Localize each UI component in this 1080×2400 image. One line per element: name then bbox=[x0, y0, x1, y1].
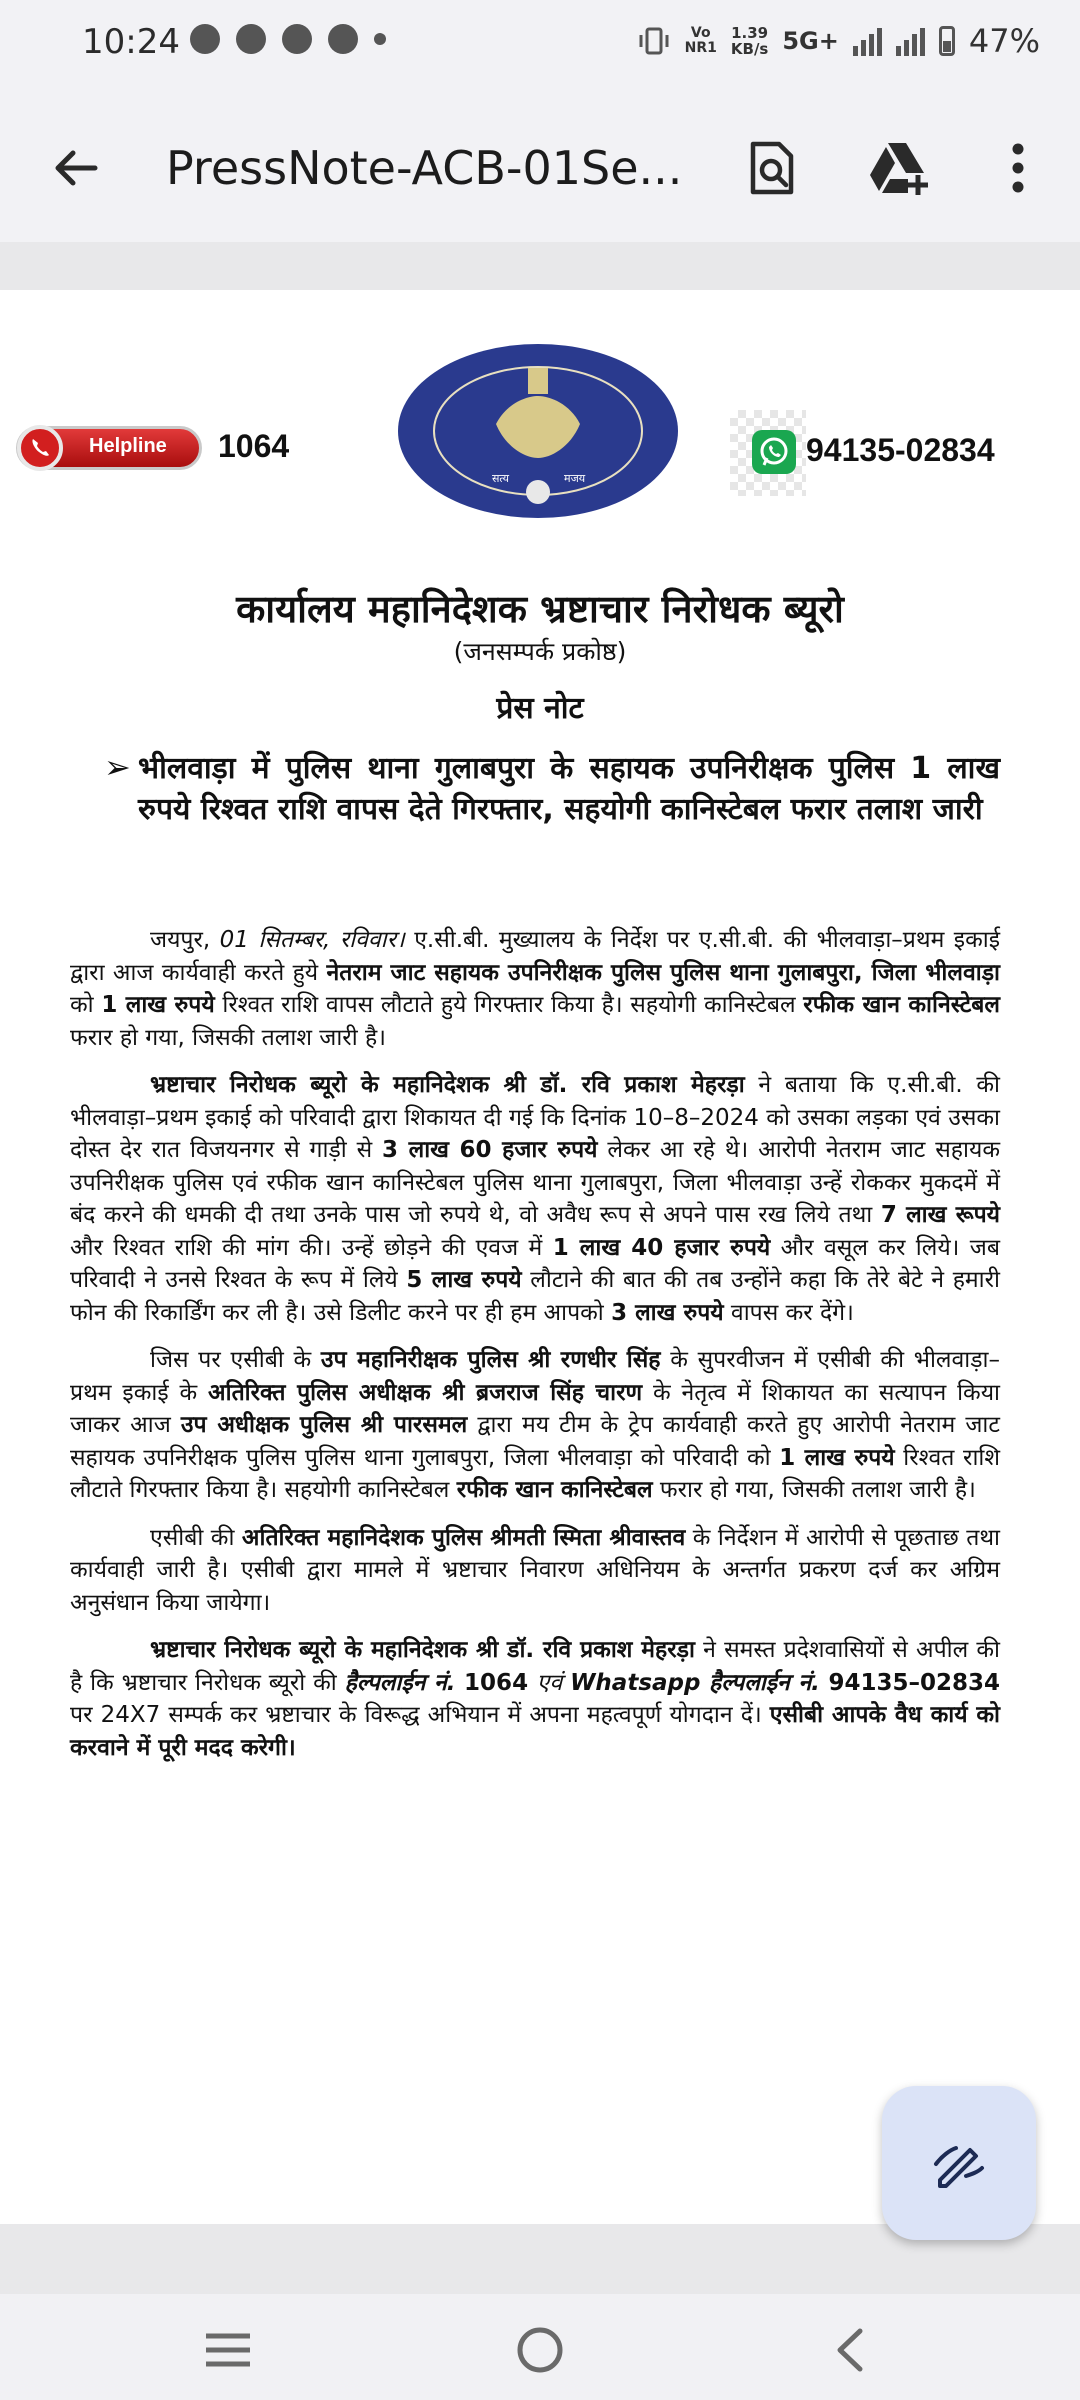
status-time: 10:24 bbox=[82, 22, 180, 62]
text: जिस पर एसीबी के bbox=[150, 1347, 321, 1373]
recents-button[interactable] bbox=[192, 2314, 264, 2386]
notification-icons bbox=[190, 24, 386, 54]
recents-icon bbox=[202, 2330, 254, 2370]
helpline-number: 1064 bbox=[218, 428, 290, 464]
notification-app-icon bbox=[236, 24, 266, 54]
status-right bbox=[637, 22, 1040, 60]
text: एसीबी की bbox=[150, 1524, 242, 1551]
status-bar bbox=[0, 0, 1080, 92]
text: ने समस्त प्रदेशवासियों से अपील की है कि भ्रष्टाचार निरोधक ब्यूरो की bbox=[70, 1637, 1000, 1696]
battery-percent: 47% bbox=[968, 22, 1040, 60]
paragraph-1 bbox=[70, 924, 1000, 1054]
text-bold: अतिरिक्त पुलिस अधीक्षक श्री ब्रजराज सिंह चारण bbox=[208, 1379, 643, 1406]
whatsapp-icon bbox=[752, 430, 796, 474]
paragraph-5 bbox=[70, 1634, 1000, 1764]
text-bold: अतिरिक्त महानिदेशक पुलिस श्रीमती स्मिता श्रीवास्तव bbox=[241, 1524, 686, 1551]
home-icon bbox=[515, 2325, 565, 2375]
text: फरार हो गया, जिसकी तलाश जारी है। bbox=[70, 1024, 386, 1051]
text-bold: एसीबी आपके वैध कार्य को करवाने में पूरी मदद करेगी। bbox=[70, 1702, 1000, 1761]
text-bold: भ्रष्टाचार निरोधक ब्यूरो के महानिदेशक श्री डॉ. रवि प्रकाश मेहरड़ा bbox=[150, 1637, 695, 1663]
drive-add-icon bbox=[868, 139, 932, 197]
press-note-body bbox=[70, 924, 1000, 1779]
text: के सुपरवीजन में एसीबी की भीलवाड़ा–प्रथम इकाई के bbox=[70, 1347, 1000, 1406]
headline: भीलवाड़ा में पुलिस थाना गुलाबपुरा के सहायक उपनिरीक्षक पुलिस 1 लाख रुपये रिश्वत राशि वापस देते गिरफ्तार, सहयोगी कानिस्टेबल फरार तलाश जारी bbox=[138, 751, 1000, 827]
text-bold-italic: हैल्पलाईन नं. bbox=[344, 1669, 456, 1696]
text-bold: 1 लाख 40 हजार रुपये bbox=[552, 1234, 771, 1261]
text: रिश्वत राशि वापस लौटाते हुये गिरफ्तार किया है। सहयोगी कानिस्टेबल bbox=[214, 992, 804, 1018]
edit-fab-button[interactable] bbox=[882, 2086, 1036, 2240]
office-title: कार्यालय महानिदेशक भ्रष्टाचार निरोधक ब्यूरो bbox=[236, 587, 844, 631]
emblem-motto-left: सत्य bbox=[492, 472, 510, 485]
battery-icon bbox=[939, 26, 955, 56]
text-italic: एवं bbox=[536, 1669, 571, 1696]
text: फरार हो गया, जिसकी तलाश जारी है। bbox=[652, 1477, 976, 1503]
network-type: 5G+ bbox=[782, 27, 839, 55]
more-notifications-dot-icon bbox=[374, 33, 386, 45]
text: के निर्देशन में आरोपी से पूछताछ तथा कार्यवाही जारी है। एसीबी द्वारा मामले में भ्रष्टाचार निवारण अधिनियम के अन्तर्गत प्रकरण दर्ज कर अग्रिम अनुसंधान किया जायेगा। bbox=[70, 1524, 1001, 1616]
text-bold: भ्रष्टाचार निरोधक ब्यूरो के महानिदेशक श्री डॉ. रवि प्रकाश मेहरड़ा bbox=[150, 1072, 745, 1098]
text: और रिश्वत राशि की मांग की। उन्हें छोड़ने की एवज में bbox=[70, 1234, 553, 1261]
text-bold: 1 लाख रुपये bbox=[779, 1444, 895, 1471]
acb-emblem-logo bbox=[396, 342, 680, 520]
text-bold: 5 लाख रुपये bbox=[406, 1267, 522, 1293]
text: रिश्वत राशि लौटाते गिरफ्तार किया है। सहयोगी कानिस्टेबल bbox=[70, 1444, 1001, 1503]
text-bold: 94135–02834 bbox=[819, 1669, 1001, 1696]
helpline-badge bbox=[16, 426, 202, 470]
find-in-page-icon bbox=[747, 140, 797, 196]
press-note-heading: प्रेस नोट bbox=[496, 691, 584, 726]
text: लौटाने की बात की तब उन्होंने कहा कि तेरे बेटे ने हमारी फोन की रिकार्डिंग कर ली है। उसे डिलीट करने पर ही हम आपको bbox=[70, 1267, 1001, 1326]
emblem-motto-right: मजय bbox=[564, 472, 586, 485]
app-bar bbox=[0, 92, 1080, 242]
phone-icon bbox=[17, 425, 63, 471]
signal-icon-2 bbox=[896, 26, 925, 56]
text-bold: 1 लाख रुपये bbox=[101, 992, 215, 1018]
text: ने बताया कि ए.सी.बी. की भीलवाड़ा–प्रथम इकाई को परिवादी द्वारा शिकायत दी गई कि दिनांक 10–8–2024 को उसका लड़का एवं उसका दोस्त देर रात विजयनगर से गाड़ी से bbox=[70, 1072, 1000, 1163]
text-bold: उप अधीक्षक पुलिस श्री पारसमल bbox=[180, 1412, 468, 1438]
back-button[interactable] bbox=[44, 136, 108, 200]
text: वापस कर देंगे। bbox=[723, 1299, 854, 1326]
c-app-icon bbox=[282, 24, 312, 54]
text-bold: रफीक खान कानिस्टेबल bbox=[803, 992, 1001, 1018]
text: ए.सी.बी. मुख्यालय के निर्देश पर ए.सी.बी. की भीलवाड़ा–प्रथम इकाई द्वारा आज कार्यवाही करते हुये bbox=[70, 927, 1000, 986]
text: लेकर आ रहे थे। आरोपी नेतराम जाट सहायक उपनिरीक्षक पुलिस एवं रफीक खान कानिस्टेबल पुलिस थाना गुलाबपुरा, जिला भीलवाड़ा उन्हें रोककर मुकदमें में बंद करने की धमकी दी तथा उनके पास जो रुपये थे, वो अवैध रूप से अपने पास रख लिये तथा bbox=[70, 1137, 1000, 1228]
text-bold: उप महानिरीक्षक पुलिस श्री रणधीर सिंह bbox=[320, 1347, 661, 1373]
speed-unit: KB/s bbox=[730, 40, 769, 58]
find-in-page-button[interactable] bbox=[734, 130, 810, 206]
more-options-button[interactable] bbox=[980, 130, 1056, 206]
snapchat-icon bbox=[190, 24, 220, 54]
text-bold: 7 लाख रूपये bbox=[880, 1202, 1000, 1228]
add-to-drive-button[interactable] bbox=[862, 130, 938, 206]
back-arrow-icon bbox=[51, 143, 101, 193]
bullet-arrow-icon: ➢ bbox=[104, 748, 131, 786]
vibrate-icon bbox=[637, 26, 671, 56]
text: जयपुर, bbox=[150, 927, 220, 953]
paragraph-2 bbox=[70, 1069, 1000, 1329]
back-nav-button[interactable] bbox=[814, 2314, 886, 2386]
text: द्वारा मय टीम के ट्रेप कार्यवाही करते हुए आरोपी नेतराम जाट सहायक उपनिरीक्षक पुलिस पुलिस थाना गुलाबपुरा, जिला भीलवाड़ा को परिवादी को bbox=[70, 1412, 1000, 1471]
edit-pen-icon bbox=[930, 2134, 988, 2192]
text-bold: 3 लाख रुपये bbox=[611, 1299, 724, 1326]
back-icon bbox=[830, 2325, 870, 2375]
paragraph-3 bbox=[70, 1344, 1000, 1507]
whatsapp-number: 94135-02834 bbox=[806, 432, 995, 468]
office-subtitle: (जनसम्पर्क प्रकोष्ठ) bbox=[453, 637, 627, 666]
text-bold-italic: Whatsapp हैल्पलाईन नं. bbox=[570, 1669, 820, 1696]
text: के नेतृत्व में शिकायत का सत्यापन किया जाकर आज bbox=[70, 1379, 1001, 1438]
text: और वसूल कर लिये। जब परिवादी ने उनसे रिश्वत के रूप में लिये bbox=[70, 1234, 1000, 1293]
ventilator-app-icon bbox=[328, 24, 358, 54]
text: पर 24X7 सम्पर्क कर भ्रष्टाचार के विरूद्ध अभियान में अपना महत्वपूर्ण योगदान दें। bbox=[70, 1702, 770, 1728]
volte-indicator: Vo NR1 bbox=[684, 25, 717, 56]
date: 01 सितम्बर, रविवार। bbox=[219, 927, 405, 953]
system-nav-bar bbox=[0, 2294, 1080, 2400]
helpline-label: Helpline bbox=[89, 435, 167, 457]
text-bold: रफीक खान कानिस्टेबल bbox=[456, 1477, 653, 1503]
paragraph-4 bbox=[70, 1522, 1000, 1620]
signal-icon bbox=[853, 26, 882, 56]
speed-value: 1.39 bbox=[731, 24, 769, 42]
text-bold: 1064 bbox=[455, 1669, 537, 1696]
text-bold: नेतराम जाट सहायक उपनिरीक्षक पुलिस पुलिस थाना गुलाबपुरा, जिला भीलवाड़ा bbox=[326, 959, 1000, 986]
home-button[interactable] bbox=[504, 2314, 576, 2386]
text-bold: 3 लाख 60 हजार रुपये bbox=[382, 1137, 598, 1163]
more-vert-icon bbox=[1011, 142, 1025, 194]
text: को bbox=[70, 992, 102, 1018]
network-speed bbox=[731, 25, 768, 57]
document-title: PressNote-ACB-01Se... bbox=[166, 141, 683, 195]
